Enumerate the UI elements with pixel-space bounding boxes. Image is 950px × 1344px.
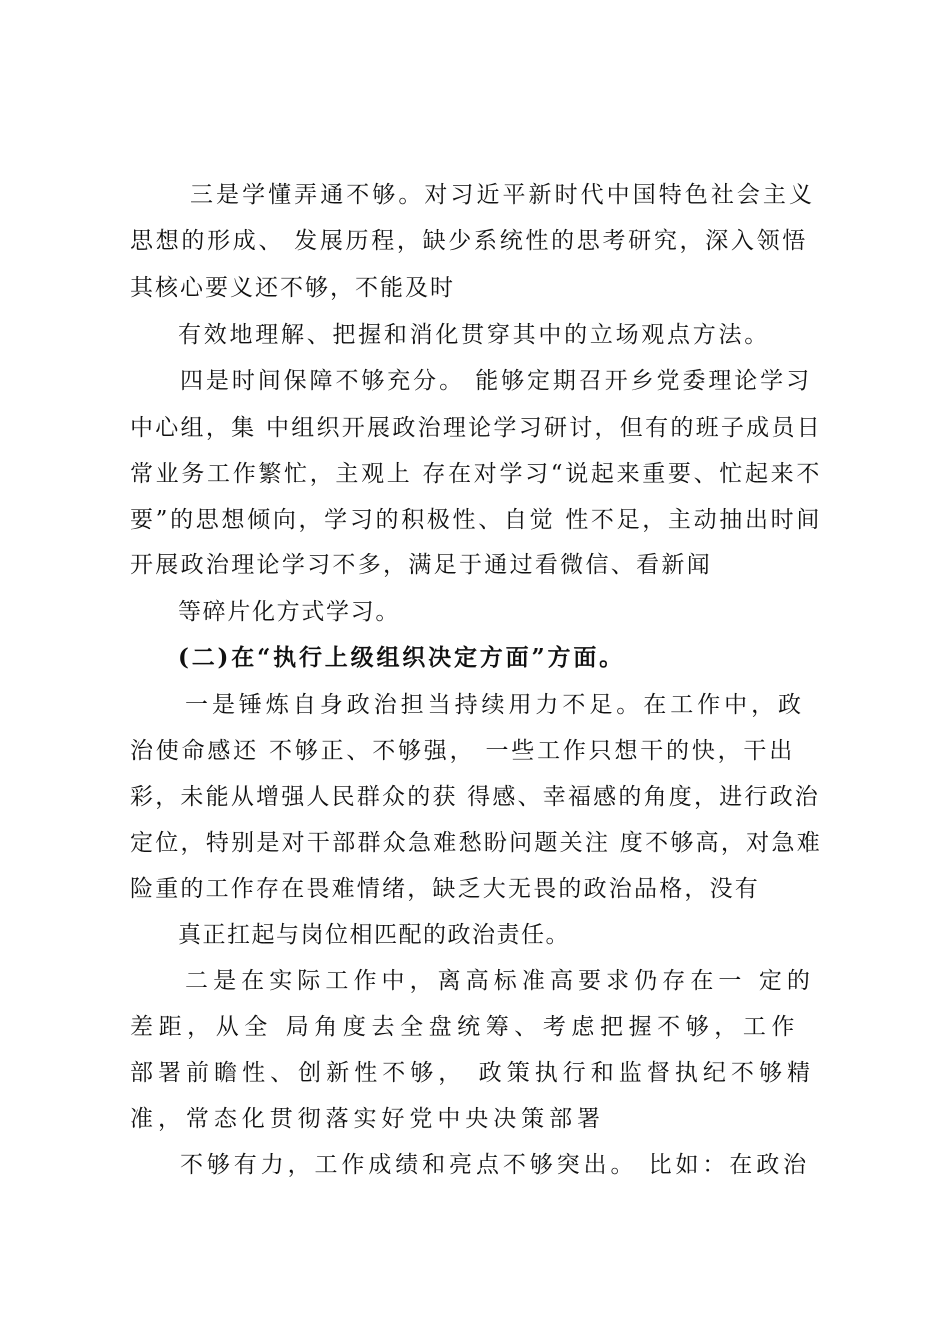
text-line: 险重的工作存在畏难情绪，缺乏大无畏的政治品格，没有 (130, 876, 760, 902)
text-line: 一是锤炼自身政治担当持续用力不足。在工作中，政 (185, 692, 805, 718)
text-line: 有效地理解、把握和消化贯穿其中的立场观点方法。 (178, 322, 770, 348)
text-line: 部署前瞻性、创新性不够， 政策执行和监督执纪不够精 (130, 1060, 815, 1086)
section-heading: (二)在“执行上级组织决定方面”方面。 (178, 644, 625, 671)
text-line: 差距，从全 局角度去全盘统筹、考虑把握不够，工作 (130, 1014, 800, 1040)
text-line: 彩，未能从增强人民群众的获 得感、幸福感的角度，进行政治 (130, 784, 820, 810)
text-line: 其核心要义还不够，不能及时 (130, 275, 455, 301)
text-line: 中心组，集 中组织开展政治理论学习研讨，但有的班子成员日 (130, 415, 822, 441)
text-line: 定位，特别是对干部群众急难愁盼问题关注 度不够高，对急难 (130, 830, 822, 856)
text-line: 思想的形成、 发展历程，缺少系统性的思考研究，深入领悟 (130, 228, 808, 254)
text-line: 准，常态化贯彻落实好党中央决策部署 (130, 1106, 605, 1132)
text-line: 要”的思想倾向，学习的积极性、自觉 性不足，主动抽出时间 (130, 507, 822, 533)
text-line: 常业务工作繁忙，主观上 存在对学习“说起来重要、忙起来不 (130, 461, 822, 487)
text-line: 真正扛起与岗位相匹配的政治责任。 (178, 922, 570, 948)
text-line: 开展政治理论学习不多，满足于通过看微信、看新闻 (130, 552, 712, 578)
text-line: 不够有力，工作成绩和亮点不够突出。 比如：在政治 (180, 1152, 810, 1178)
text-line: 二是在实际工作中，离高标准高要求仍存在一 定的 (185, 968, 815, 994)
text-line: 四是时间保障不够充分。 能够定期召开乡党委理论学习 (180, 368, 812, 394)
text-line: 治使命感还 不够正、不够强， 一些工作只想干的快，干出 (130, 738, 795, 764)
text-line: 三是学懂弄通不够。对习近平新时代中国特色社会主义 (190, 182, 815, 208)
text-line: 等碎片化方式学习。 (178, 599, 400, 625)
